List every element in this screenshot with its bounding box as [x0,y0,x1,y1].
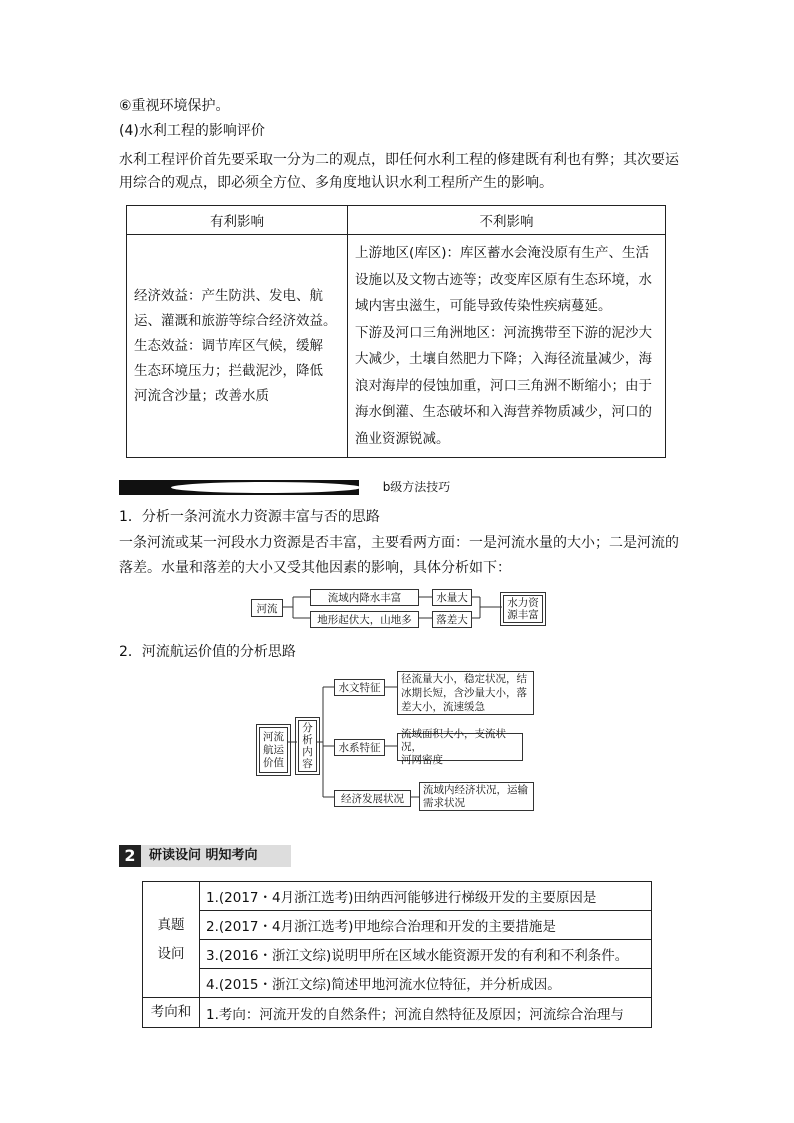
flow1-terrain: 地形起伏大，山地多 [310,611,419,628]
flow2-hydro: 水文特征 [334,679,385,696]
sec1-title: 1．分析一条河流水力资源丰富与否的思路 [119,509,380,525]
flow2-left-line: 价值 [263,756,284,769]
flow2-left-line: 河流 [263,730,284,743]
flow2-water-desc [397,727,523,766]
flow2-hydro-desc-line: 差大小，流速缓急 [401,701,485,713]
bar-label: b级方法技巧 [359,480,474,495]
trend-row: 1.考向：河流开发的自然条件；河流自然特征及原因；河流综合治理与 [200,998,652,1028]
flow2-econ-desc [419,782,534,811]
flow2-hydro-desc-line: 径流量大小，稳定状况，结 [401,673,527,685]
question-row: 2.(2017・4月浙江选考)甲地综合治理和开发的主要措施是 [200,911,652,940]
flow2-econ: 经济发展状况 [334,790,411,807]
flow2-mid-char: 分 [302,722,313,734]
positive-line: 生态效益：调节库区气候，缓解 [134,337,323,354]
header-positive: 有利影响 [127,206,348,235]
flow2-left-line: 航运 [263,743,284,756]
positive-line: 经济效益：产生防洪、发电、航 [134,287,323,304]
sec2-title: 2．河流航运价值的分析思路 [119,644,296,660]
item6-text: ⑥重视环境保护。 [119,98,230,114]
flow2-mid [298,720,317,772]
flow1-drop: 落差大 [432,611,472,628]
question-row: 1.(2017・4月浙江选考)田纳西河能够进行梯级开发的主要原因是 [200,882,652,911]
negative-line: 设施以及文物古迹等；改变库区原有生态环境，水 [355,271,652,288]
intro-paragraph: 水利工程评价首先要采取一分为二的观点，即任何水利工程的修建既有利也有弊；其次要运用综合的观点，即必须全方位、多角度地认识水利工程所产生的影响。 [119,152,679,191]
negative-line: 下游及河口三角洲地区：河流携带至下游的泥沙大 [355,324,652,341]
flow2-econ-desc-line: 流域内经济状况，运输 [423,783,528,796]
negative-line: 渔业资源锐减。 [355,430,450,447]
question-table [142,881,652,1028]
question-row: 4.(2015・浙江文综)简述甲地河流水位特征，并分析成因。 [200,969,652,998]
flow1-volume: 水量大 [432,589,472,606]
subheading: (4)水利工程的影响评价 [119,123,265,139]
negative-line: 海水倒灌、生态破坏和入海营养物质减少，河口的 [355,404,652,420]
positive-line: 运、灌溉和旅游等综合经济效益。 [134,312,337,329]
flow2-mid-char: 容 [302,758,313,770]
negative-line: 大减少，土壤自然肥力下降；入海径流量减少，海 [355,351,652,367]
flow1-result-line: 源丰富 [507,609,539,621]
flow2-mid-char: 内 [302,746,313,758]
flow2-water-desc-line: 河网密度 [401,753,443,766]
question-row: 3.(2016・浙江文综)说明甲所在区域水能资源开发的有利和不利条件。 [200,940,652,969]
flow2-hydro-desc-line: 冰期长短，含沙量大小，落 [401,687,527,699]
flow2-water-desc-line: 流域面积大小，支流状况， [401,727,506,753]
section-title: 研读设问 明知考向 [141,845,291,867]
positive-line: 生态环境压力；拦截泥沙，降低 [134,362,323,379]
side-label-line: 真题 [157,916,185,933]
flow2-hydro-desc [397,671,534,715]
flow2-left [259,727,288,773]
positive-line: 河流含沙量；改善水质 [134,387,269,404]
side-label-trends: 考向和 [143,998,200,1028]
negative-line: 域内害虫滋生，可能导致传染性疾病蔓延。 [355,298,612,314]
side-label-line: 设问 [157,945,185,962]
flow1-river: 河流 [251,599,283,617]
section-number-icon: 2 [119,845,141,867]
flow2-water: 水系特征 [334,739,385,756]
negative-line: 上游地区(库区)：库区蓄水会淹没原有生产、生活 [355,245,650,261]
header-negative: 不利影响 [348,206,666,235]
negative-line: 浪对海岸的侵蚀加重，河口三角洲不断缩小；由于 [355,377,652,394]
sec1-line: 一条河流或某一河段水力资源是否丰富，主要看两方面：一是河流水量的大小；二是河流的 [119,535,679,551]
flow1-result-line: 水力资 [507,597,539,609]
sec1-line: 落差。水量和落差的大小又受其他因素的影响，具体分析如下： [119,560,511,576]
flow2-econ-desc-line: 需求状况 [423,796,465,809]
flow2-mid-char: 析 [302,734,313,746]
flow1-rain: 流域内降水丰富 [310,589,419,606]
side-label-questions [143,882,200,998]
